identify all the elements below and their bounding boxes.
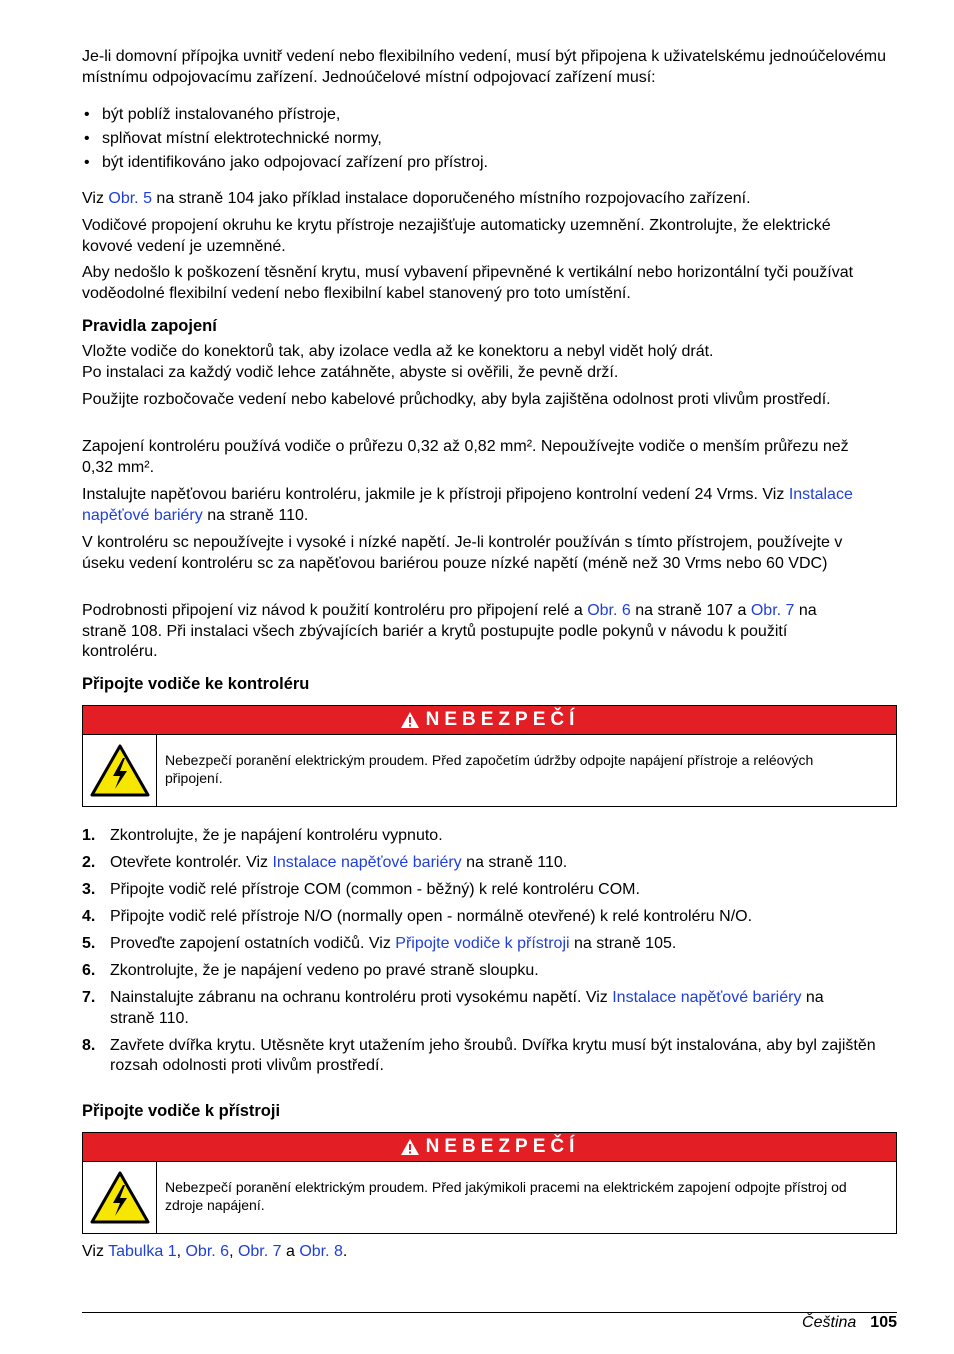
list-item: [82, 907, 897, 928]
step-number: 5.: [82, 935, 96, 952]
rules-paragraph-6: [82, 601, 842, 663]
text: Podrobnosti připojení viz návod k použití kontroléru pro připojení relé a: [82, 602, 588, 619]
text: a: [281, 1243, 300, 1260]
warning-triangle-icon: [400, 711, 420, 729]
link-obr-6[interactable]: Obr. 6: [185, 1243, 230, 1260]
danger-message: Nebezpečí poranění elektrickým proudem. Před započetím údržby odpojte napájení přístroje a reléových připojení.: [165, 752, 814, 786]
rules-paragraph-1: [82, 342, 897, 383]
text: Zkontrolujte, že je napájení kontroléru vypnuto.: [110, 827, 443, 844]
text: .: [342, 1243, 348, 1260]
rules-paragraph-3: Zapojení kontroléru používá vodiče o průřezu 0,32 až 0,82 mm². Nepoužívejte vodiče o menším průřezu než 0,32 mm².: [82, 438, 849, 476]
text: Po instalaci za každý vodič lehce zatáhněte, abyste si ověřili, že pevně drží.: [82, 363, 619, 381]
danger-header: [83, 1133, 896, 1162]
text: na straně 110.: [202, 506, 309, 524]
footer-language: Čeština: [802, 1314, 857, 1331]
text: Instalujte napěťovou bariéru kontroléru, jakmile je k přístroji připojeno kontrolní vedení 24 Vrms. Viz: [82, 486, 789, 503]
step-number: 6.: [82, 962, 96, 979]
grounding-paragraph: Vodičové propojení okruhu ke krytu přístroje nezajišťuje automaticky uzemnění. Zkontrolujte, že elektrické kovové vedení je uzemněné.: [82, 217, 831, 255]
danger-body: [83, 1162, 896, 1233]
page-number: 105: [870, 1314, 897, 1331]
rules-paragraph-2: Použijte rozbočovače vedení nebo kabelové průchodky, aby byla zajištěna odolnost proti vlivům prostředí.: [82, 391, 831, 408]
link-obr-7[interactable]: Obr. 7: [750, 602, 795, 619]
warning-triangle-icon: [400, 1138, 420, 1156]
text: na straně 104 jako příklad instalace doporučeného místního rozpojovacího zařízení.: [151, 190, 751, 207]
list-item: [82, 853, 897, 874]
instrument-reference: [82, 1242, 897, 1263]
list-item: [82, 961, 897, 982]
steps-list: [82, 826, 897, 1077]
step-number: 8.: [82, 1036, 96, 1054]
text: Vložte vodiče do konektorů tak, aby izolace vedla až ke konektoru a nebyl vidět holý drát.: [82, 343, 714, 360]
text: Viz: [82, 1243, 109, 1260]
link-tabulka-1[interactable]: Tabulka 1: [108, 1243, 177, 1260]
text: na straně 105.: [569, 935, 677, 952]
text: ,: [176, 1243, 186, 1260]
text: na straně 107 a: [630, 602, 751, 619]
link-instalace-bariery[interactable]: Instalace napěťové bariéry: [272, 854, 462, 871]
text: ,: [229, 1243, 238, 1260]
link-obr-6[interactable]: Obr. 6: [587, 602, 631, 619]
seal-paragraph: Aby nedošlo k poškození těsnění krytu, musí vybavení připevněné k vertikální nebo horizontální tyči používat voděodolné flexibilní vedení nebo flexibilní kabel stanovený pro toto umístění.: [82, 264, 854, 302]
list-item: • být identifikováno jako odpojovací zařízení pro přístroj.: [82, 151, 897, 175]
danger-header: [83, 706, 896, 735]
text: Připojte vodič relé přístroje COM (common - běžný) k relé kontroléru COM.: [110, 881, 640, 898]
list-item: [82, 1036, 897, 1077]
danger-box-instrument: [82, 1132, 897, 1234]
step-number: 4.: [82, 908, 96, 925]
text: Připojte vodič relé přístroje N/O (normally open - normálně otevřené) k relé kontroléru N/O.: [110, 908, 753, 925]
step-number: 3.: [82, 881, 96, 898]
rules-paragraph-4: [82, 485, 897, 526]
step-number: 1.: [82, 827, 96, 844]
text: na straně 110.: [461, 854, 568, 871]
danger-message: Nebezpečí poranění elektrickým proudem. Před jakýmikoli pracemi na elektrickém zapojení odpojte přístroj od zdroje napájení.: [165, 1179, 847, 1213]
list-item: • být poblíž instalovaného přístroje,: [82, 103, 897, 127]
text: Zkontrolujte, že je napájení vedeno po pravé straně sloupku.: [110, 962, 539, 979]
link-obr-8[interactable]: Obr. 8: [299, 1243, 343, 1260]
list-item: [82, 988, 850, 1029]
link-pripojte-vodice[interactable]: Připojte vodiče k přístroji: [395, 935, 570, 952]
text: Nainstalujte zábranu na ochranu kontroléru proti vysokému napětí. Viz: [110, 989, 613, 1006]
text: Viz: [82, 190, 109, 207]
list-item: [82, 826, 897, 847]
electric-shock-icon: [83, 1162, 157, 1233]
text: Proveďte zapojení ostatních vodičů. Viz: [110, 935, 396, 952]
danger-body: [83, 735, 896, 806]
list-item: [82, 934, 897, 955]
list-item: [82, 880, 897, 901]
text: Otevřete kontrolér. Viz: [110, 854, 273, 871]
danger-title: NEBEZPEČÍ: [425, 709, 580, 730]
electric-shock-icon: [83, 735, 157, 806]
step-number: 2.: [82, 854, 96, 871]
rules-paragraph-5: V kontroléru sc nepoužívejte i vysoké i nízké napětí. Je-li kontrolér používán s tímto přístrojem, používejte v úseku vedení kontroléru sc za napěťovou bariérou pouze nízké napětí (méně než 30 Vrms nebo 60 VDC): [82, 534, 843, 572]
list-item: • splňovat místní elektrotechnické normy,: [82, 127, 897, 151]
page-footer: [82, 1313, 897, 1333]
link-obr-5[interactable]: Obr. 5: [108, 190, 152, 207]
section-heading-controller: Připojte vodiče ke kontroléru: [82, 675, 310, 693]
section-heading-instrument: Připojte vodiče k přístroji: [82, 1102, 281, 1120]
danger-box-controller: [82, 705, 897, 807]
link-instalace-bariery[interactable]: Instalace napěťové bariéry: [612, 989, 802, 1006]
step-number: 7.: [82, 989, 96, 1006]
reference-paragraph: [82, 189, 897, 210]
section-heading-rules: Pravidla zapojení: [82, 317, 217, 335]
text: Zavřete dvířka krytu. Utěsněte kryt utažením jeho šroubů. Dvířka krytu musí být instalována, aby byl zajištěn rozsah odolnosti proti vlivům prostředí.: [110, 1036, 876, 1074]
link-instalace-bariery[interactable]: Instalace napěťové bariéry: [82, 486, 853, 524]
text: na straně 108. Při instalaci všech zbývajících bariér a krytů postupujte podle pokynů v návodu k použití kontroléru.: [82, 602, 817, 660]
danger-title: NEBEZPEČÍ: [425, 1136, 580, 1157]
link-obr-7[interactable]: Obr. 7: [237, 1243, 282, 1260]
intro-paragraph: Je-li domovní přípojka uvnitř vedení nebo flexibilního vedení, musí být připojena k uživatelskému jednoúčelovému místnímu odpojovacímu zařízení. Jednoúčelové místní odpojovací zařízení musí:: [82, 48, 886, 86]
text: na straně 110.: [110, 989, 824, 1027]
bullet-list: [82, 103, 897, 175]
